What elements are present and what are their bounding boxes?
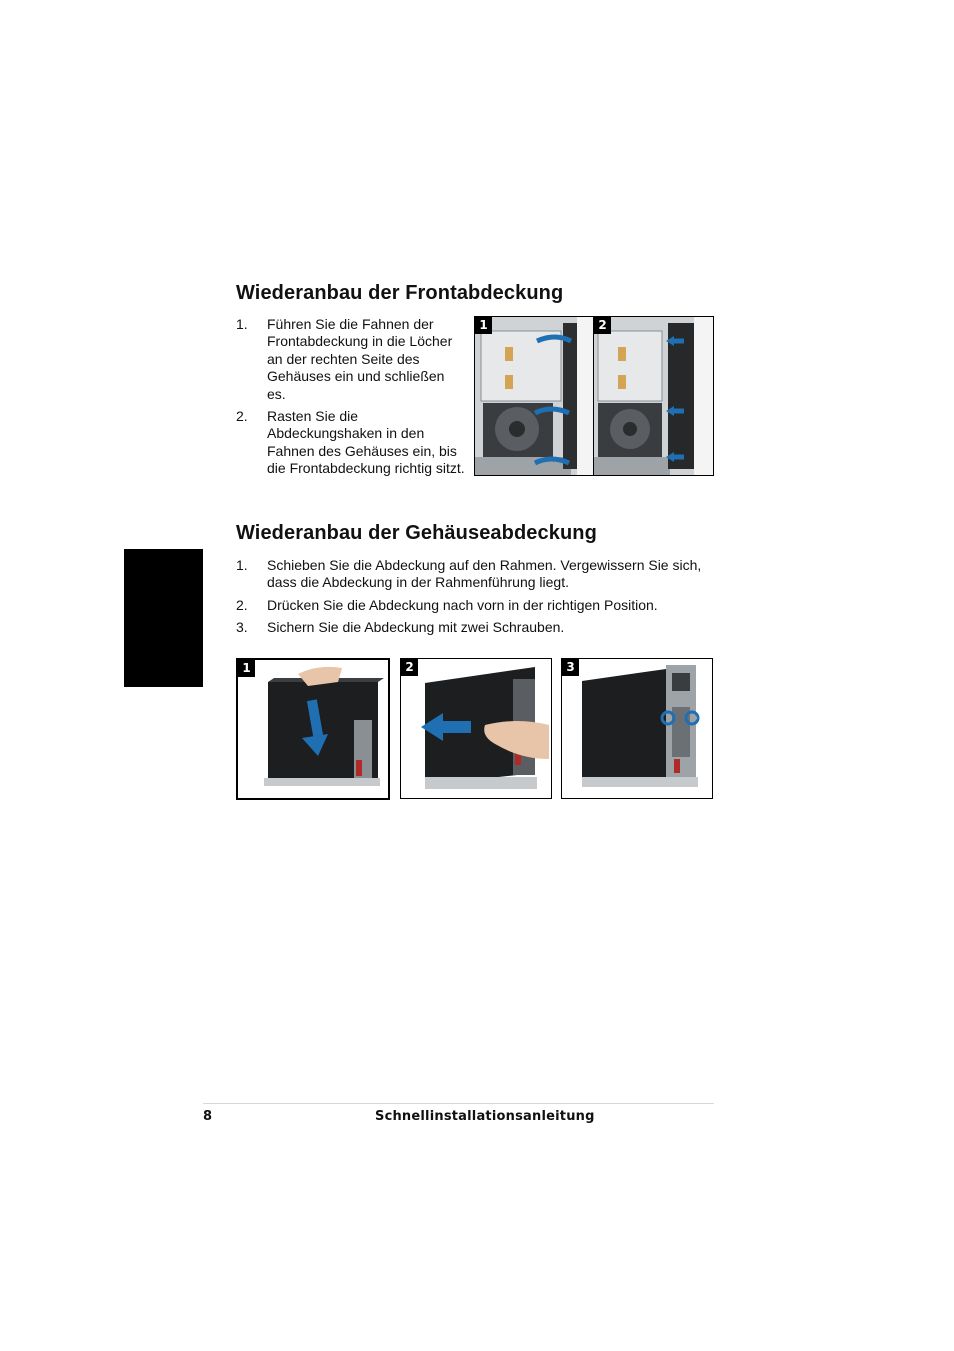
case-cover-figure-3 (561, 658, 713, 799)
case-cover-steps (236, 557, 706, 642)
front-cover-figure-2 (593, 316, 714, 476)
footer-title: Schnellinstallationsanleitung (375, 1109, 595, 1124)
figure-badge: 2 (401, 659, 418, 676)
figure-badge: 1 (475, 317, 492, 334)
list-item: 2. Rasten Sie die Abdeckungshaken in den Fahnen des Gehäuses ein, bis die Frontabdeckung richtig sitzt. (236, 408, 465, 477)
figure-badge: 2 (594, 317, 611, 334)
front-cover-steps (236, 316, 466, 483)
push-cover-image (401, 659, 551, 798)
slide-cover-image (238, 660, 388, 798)
section-title-front-cover: Wiederanbau der Frontabdeckung (236, 282, 564, 304)
case-cover-figure-1 (236, 658, 390, 800)
footer-divider (203, 1103, 714, 1104)
open-chassis-image (475, 317, 593, 475)
list-item: 3. Sichern Sie die Abdeckung mit zwei Schrauben. (236, 619, 565, 636)
language-tab (124, 549, 203, 687)
figure-badge: 3 (562, 659, 579, 676)
secure-screws-image (562, 659, 712, 798)
closed-front-image (594, 317, 713, 475)
page-number: 8 (203, 1109, 213, 1124)
front-cover-figure-1 (474, 316, 594, 476)
section-title-case-cover: Wiederanbau der Gehäuseabdeckung (236, 522, 597, 544)
list-item: 1. Führen Sie die Fahnen der Frontabdeckung in die Löcher an der rechten Seite des Gehäuses ein und schließen es. (236, 316, 453, 402)
list-item: 2. Drücken Sie die Abdeckung nach vorn in der richtigen Position. (236, 596, 658, 613)
list-item: 1. Schieben Sie die Abdeckung auf den Rahmen. Vergewissern Sie sich, dass die Abdeckung in der Rahmenführung liegt. (236, 557, 702, 591)
case-cover-figure-2 (400, 658, 552, 799)
figure-badge: 1 (238, 660, 255, 677)
